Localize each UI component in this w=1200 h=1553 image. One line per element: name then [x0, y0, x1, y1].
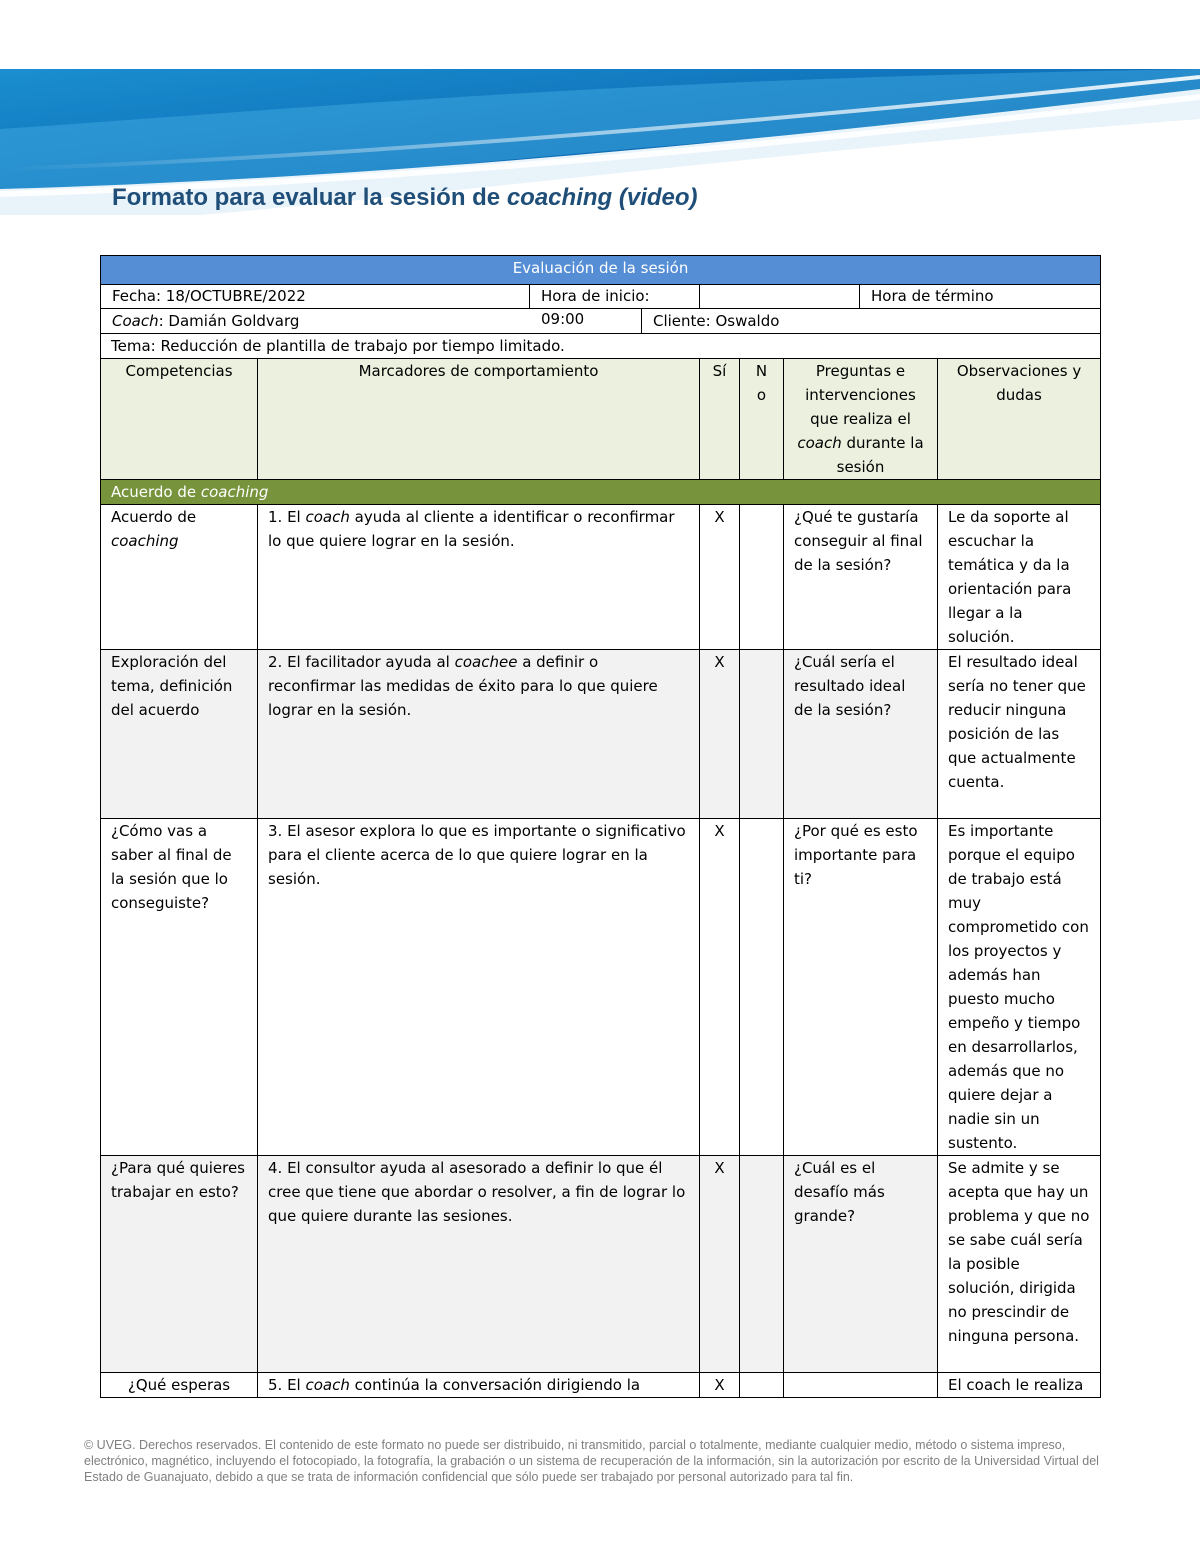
pregunta-cell[interactable]: ¿Cuál sería el resultado ideal de la sesión? [784, 650, 938, 819]
table-row [101, 650, 1101, 819]
table-row [101, 1373, 1101, 1398]
si-cell[interactable]: X [700, 505, 740, 650]
pregunta-cell[interactable]: ¿Qué te gustaría conseguir al final de la sesión? [784, 505, 938, 650]
no-cell[interactable] [740, 505, 784, 650]
marcador-cell: 4. El consultor ayuda al asesorado a definir lo que él cree que tiene que abordar o resolver, a fin de lograr lo que quiere durante las sesiones. [258, 1156, 700, 1373]
no-cell[interactable] [740, 1373, 784, 1398]
col-header-no-text: N o [755, 362, 768, 404]
col-header-no [740, 359, 784, 480]
no-cell[interactable] [740, 650, 784, 819]
competencia-cell: Acuerdo de coaching [101, 505, 258, 650]
si-cell[interactable]: X [700, 650, 740, 819]
col-header-marcadores: Marcadores de comportamiento [258, 359, 700, 480]
cliente-field: Cliente: Oswaldo [653, 312, 780, 330]
observacion-cell[interactable]: Es importante porque el equipo de trabajo está muy comprometido con los proyectos y además han puesto mucho empeño y tiempo en desarrollarlos, además que no quiere dejar a nadie sin un sustento. [938, 819, 1101, 1156]
pregunta-cell[interactable] [784, 1373, 938, 1398]
info-row-coach [101, 309, 1101, 334]
marcador-cell: 2. El facilitador ayuda al coachee a definir o reconfirmar las medidas de éxito para lo que quiere lograr en la sesión. [258, 650, 700, 819]
section-band: Acuerdo de coaching [101, 480, 1101, 505]
info-row-tema [101, 334, 1101, 359]
tema-field: Tema: Reducción de plantilla de trabajo por tiempo limitado. [101, 334, 1101, 359]
observacion-cell[interactable]: Se admite y se acepta que hay un problema y que no se sabe cuál sería la posible solución, dirigida no prescindir de ninguna persona. [938, 1156, 1101, 1373]
marcador-cell: 3. El asesor explora lo que es importante o significativo para el cliente acerca de lo que quiere lograr en la sesión. [258, 819, 700, 1156]
pregunta-cell[interactable]: ¿Cuál es el desafío más grande? [784, 1156, 938, 1373]
competencia-cell: ¿Cómo vas a saber al final de la sesión que lo conseguiste? [101, 819, 258, 1156]
fecha-field: Fecha: 18/OCTUBRE/2022 [101, 285, 530, 308]
table-row [101, 819, 1101, 1156]
document-title-italic: coaching (video) [506, 184, 698, 211]
section-band-row [101, 480, 1101, 505]
competencia-cell: ¿Qué esperas [101, 1373, 258, 1398]
col-header-si: Sí [700, 359, 740, 480]
col-header-preguntas: Preguntas e intervenciones que realiza el coach durante la sesión [784, 359, 938, 480]
pregunta-cell[interactable]: ¿Por qué es esto importante para ti? [784, 819, 938, 1156]
no-cell[interactable] [740, 1156, 784, 1373]
hora-inicio-field: Hora de inicio: 09:00 [541, 287, 650, 328]
evaluation-table [100, 255, 1101, 1398]
marcador-cell: 1. El coach ayuda al cliente a identificar o reconfirmar lo que quiere lograr en la sesión. [258, 505, 700, 650]
column-header-row [101, 359, 1101, 480]
si-cell[interactable]: X [700, 819, 740, 1156]
section-header: Evaluación de la sesión [101, 256, 1101, 285]
coach-label: Coach [112, 312, 159, 330]
hora-termino-field: Hora de término [859, 285, 1100, 308]
table-row [101, 505, 1101, 650]
observacion-cell[interactable]: Le da soporte al escuchar la temática y da la orientación para llegar a la solución. [938, 505, 1101, 650]
marcador-cell: 5. El coach continúa la conversación dirigiendo la [258, 1373, 700, 1398]
si-cell[interactable]: X [700, 1373, 740, 1398]
col-header-competencias: Competencias [101, 359, 258, 480]
copyright-footer: © UVEG. Derechos reservados. El contenido de este formato no puede ser distribuido, ni transmitido, parcial o totalmente, mediante cualquier medio, método o sistema impreso, electrónico, magnético, incluyendo el fotocopiado, la fotografía, la grabación o un sistema de recuperación de la información, sin la autorización por escrito de la Universidad Virtual del Estado de Guanajuato, debido a que se trata de información confidencial que sólo puede ser trabajado por personal autorizado para tal fin. [84, 1438, 1099, 1484]
coach-field [101, 309, 642, 333]
col-header-observaciones: Observaciones y dudas [938, 359, 1101, 480]
section-header-row [101, 256, 1101, 285]
document-title [112, 184, 698, 212]
info-row-date [101, 285, 1101, 309]
no-cell[interactable] [740, 819, 784, 1156]
si-cell[interactable]: X [700, 1156, 740, 1373]
observacion-cell[interactable]: El resultado ideal sería no tener que reducir ninguna posición de las que actualmente cuenta. [938, 650, 1101, 819]
competencia-cell: ¿Para qué quieres trabajar en esto? [101, 1156, 258, 1373]
document-title-main: Formato para evaluar la sesión de [112, 184, 507, 211]
table-row [101, 1156, 1101, 1373]
coach-value: : Damián Goldvarg [158, 312, 300, 330]
competencia-cell: Exploración del tema, definición del acuerdo [101, 650, 258, 819]
observacion-cell[interactable]: El coach le realiza [938, 1373, 1101, 1398]
